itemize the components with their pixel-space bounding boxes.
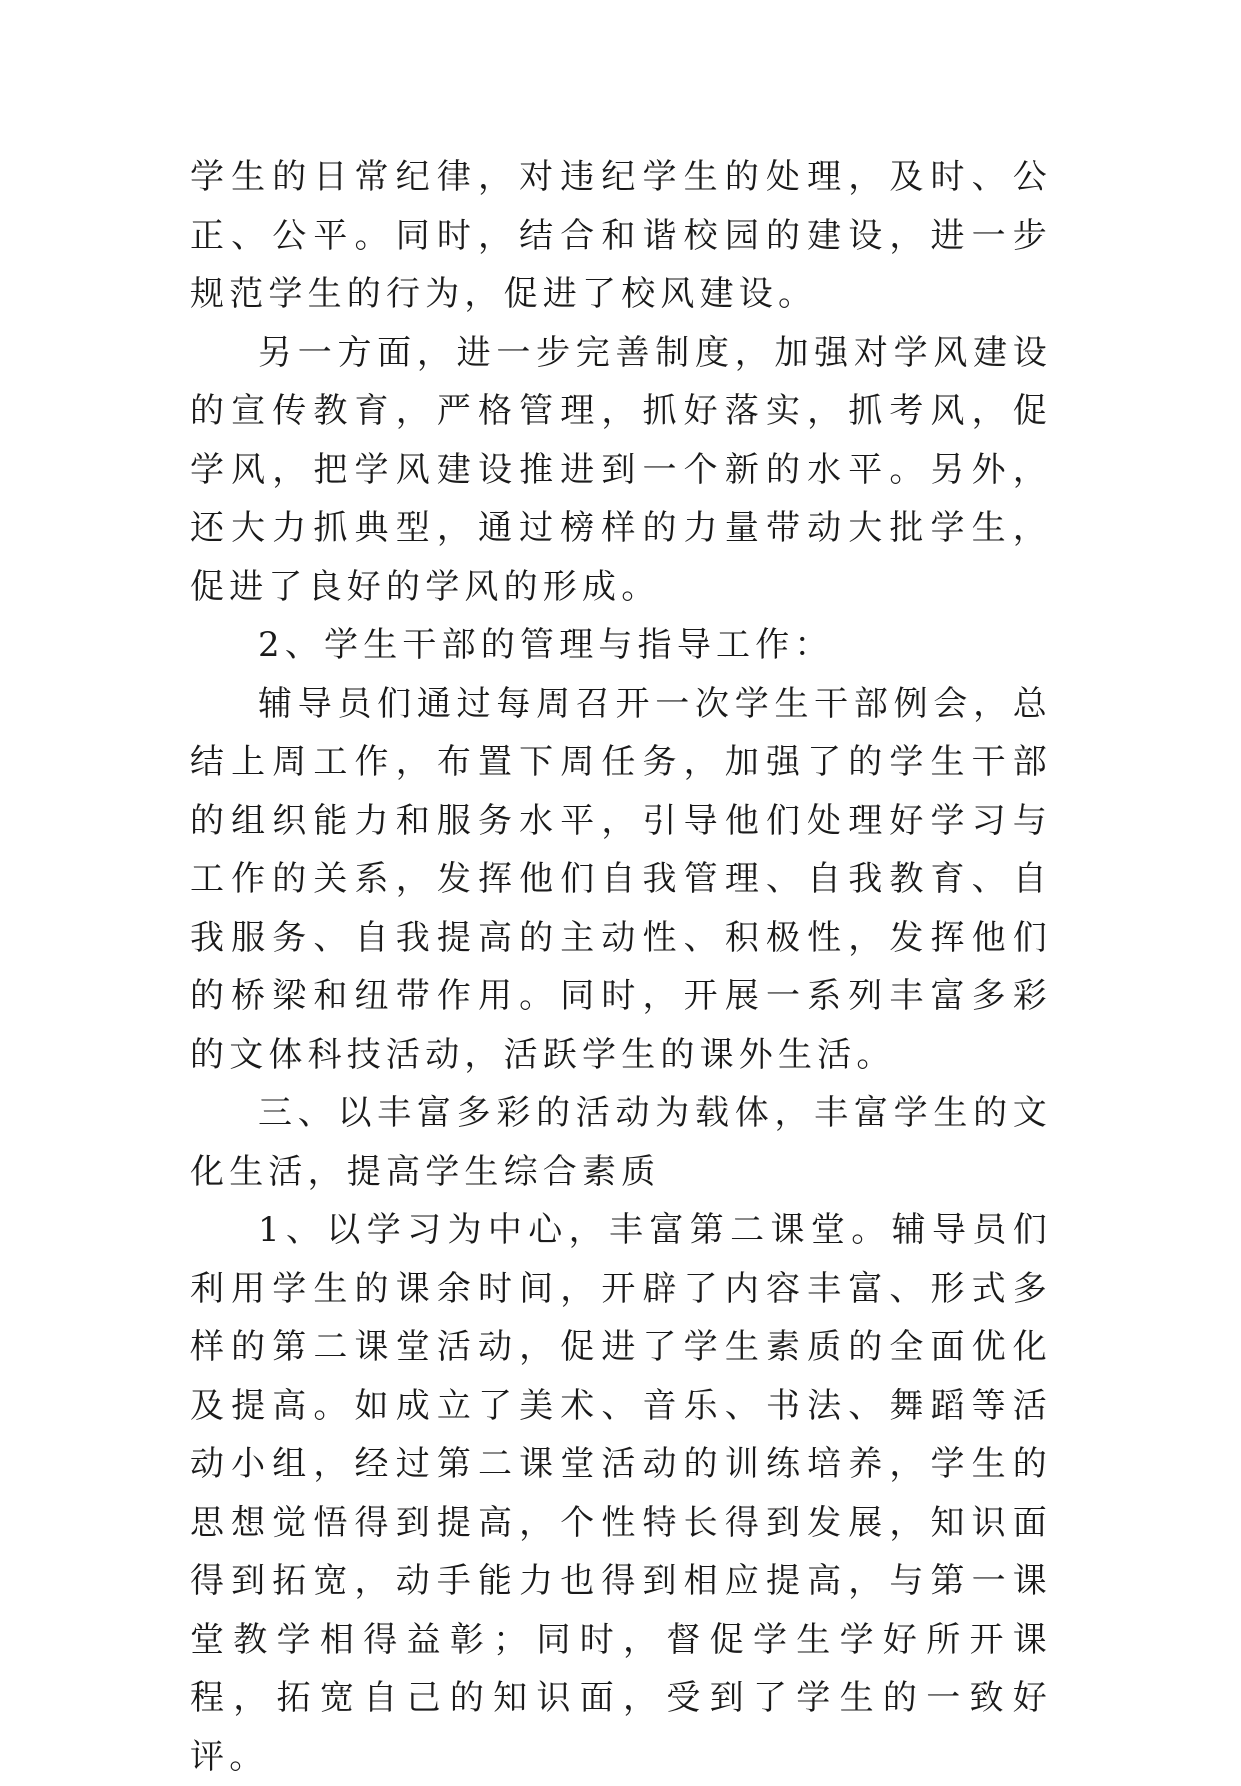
paragraph-second-classroom: 1、以学习为中心，丰富第二课堂。辅导员们利用学生的课余时间，开辟了内容丰富、形式多样的第二课堂活动，促进了学生素质的全面优化及提高。如成立了美术、音乐、书法、舞蹈等活动小组，经过第二课堂活动的训练培养，学生的思想觉悟得到提高，个性特长得到发展，知识面得到拓宽，动手能力也得到相应提高，与第一课堂教学相得益彰；同时，督促学生学好所开课程，拓宽自己的知识面，受到了学生的一致好评。	[190, 1210, 1052, 1777]
paragraph-study-style: 另一方面，进一步完善制度，加强对学风建设的宣传教育，严格管理，抓好落实，抓考风，促学风，把学风建设推进到一个新的水平。另外，还大力抓典型，通过榜样的力量带动大批学生，促进了良好的学风的形成。	[190, 332, 1052, 607]
paragraph-discipline: 学生的日常纪律，对违纪学生的处理，及时、公正、公平。同时，结合和谐校园的建设，进一步规范学生的行为，促进了校风建设。	[190, 157, 1052, 314]
heading-student-cadre-management: 2、学生干部的管理与指导工作：	[258, 625, 834, 665]
paragraph-cadre-meetings: 辅导员们通过每周召开一次学生干部例会，总结上周工作，布置下周任务，加强了的学生干部的组织能力和服务水平，引导他们处理好学习与工作的关系，发挥他们自我管理、自我教育、自我服务、自我提高的主动性、积极性，发挥他们的桥梁和纽带作用。同时，开展一系列丰富多彩的文体科技活动，活跃学生的课外生活。	[190, 683, 1052, 1075]
heading-activities-section: 三、以丰富多彩的活动为载体，丰富学生的文化生活，提高学生综合素质	[190, 1093, 1052, 1192]
document-page	[190, 148, 1052, 1786]
